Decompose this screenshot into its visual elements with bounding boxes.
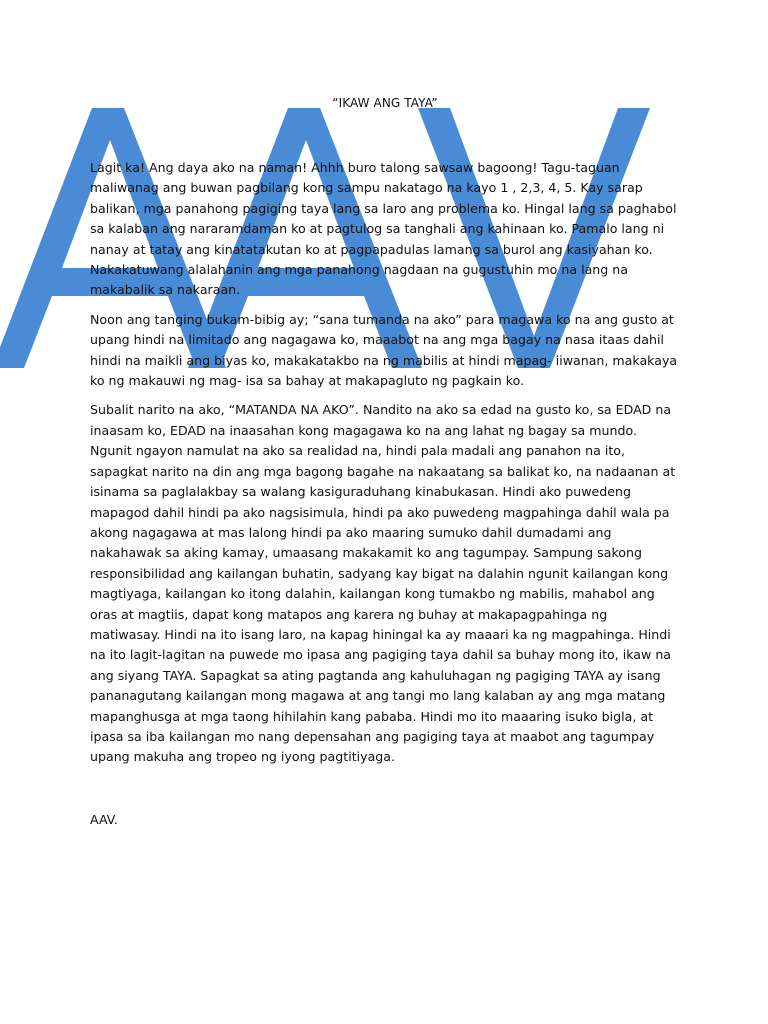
- document-body: [90, 96, 680, 843]
- paragraph-3: Subalit narito na ako, “MATANDA NA AKO”. Nandito na ako sa edad na gusto ko, sa EDAD na inaasam ko, EDAD na inaasahan kong magagawa ko na ang lahat ng bagay sa mundo. Ngunit ngayon namulat na ako sa realidad na, hindi pala madali ang panahon na ito, sapagkat narito na din ang mga bagong bagahe na nakaatang sa balikat ko, na nadaanan at isinama sa paglalakbay sa walang kasiguraduhang kinabukasan. Hindi ako puwedeng mapagod dahil hindi pa ako nagsisimula, hindi pa ako puwedeng magpahinga dahil wala pa akong nagagawa at mas lalong hindi pa ako maaring sumuko dahil dumadami ang nakahawak sa aking kamay, umaasang makakamit ko ang tagumpay. Sampung sakong responsibilidad ang kailangan buhatin, sadyang kay bigat na dalahin ngunit kailangan kong magtiyaga, kailangan ko itong dalahin, kailangan kong tumakbo ng mabilis, mahabol ang oras at magtiis, dapat kong matapos ang karera ng buhay at makapagpahinga ng matiwasay. Hindi na ito isang laro, na kapag hiningal ka ay maaari ka ng magpahinga. Hindi na ito lagit-lagitan na puwede mo ipasa ang pagiging taya dahil sa buhay mong ito, ikaw na ang siyang TAYA. Sapagkat sa ating pagtanda ang kahuluhagan ng pagiging TAYA ay isang pananagutang kailangan mong magawa at ang tangi mo lang kalaban ay ang mga matang mapanghusga at mga taong hihilahin kang pababa. Hindi mo ito maaaring isuko bigla, at ipasa sa iba kailangan mo nang depensahan ang pagiging taya at maabot ang tagumpay upang makuha ang tropeo ng iyong pagtitiyaga.: [90, 402, 676, 765]
- paragraph-2: Noon ang tanging bukam-bibig ay; “sana tumanda na ako” para magawa ko na ang gusto at upang hindi na limitado ang nagagawa ko, maaabot na ang mga bagay na nasa itaas dahil hindi na maikli ang biyas ko, makakatakbo na ng mabilis at hindi mapag- iiwanan, makakaya ko ng makauwi ng mag- isa sa bahay at makapagluto ng pagkain ko.: [90, 311, 678, 389]
- paragraph-1: Lagit ka! Ang daya ako na naman! Ahhh buro talong sawsaw bagoong! Tagu-taguan maliwanag ang buwan pagbilang kong sampu nakatago na kayo 1 , 2,3, 4, 5. Kay sarap balikan, mga panahong pagiging taya lang sa laro ang problema ko. Hingal lang sa paghabol sa kalaban ang nararamdaman ko at pagtulog sa tanghali ang kahinaan ko. Pamalo lang ni nanay at tatay ang kinatatakutan ko at pagpapadulas lamang sa burol ang kasiyahan ko. Nakakatuwang alalahanin ang mga panahong nagdaan na gugustuhin mo na lang na makabalik sa nakaraan.: [90, 160, 677, 298]
- document-title: “IKAW ANG TAYA”: [332, 96, 438, 110]
- signature: AAV.: [90, 811, 118, 827]
